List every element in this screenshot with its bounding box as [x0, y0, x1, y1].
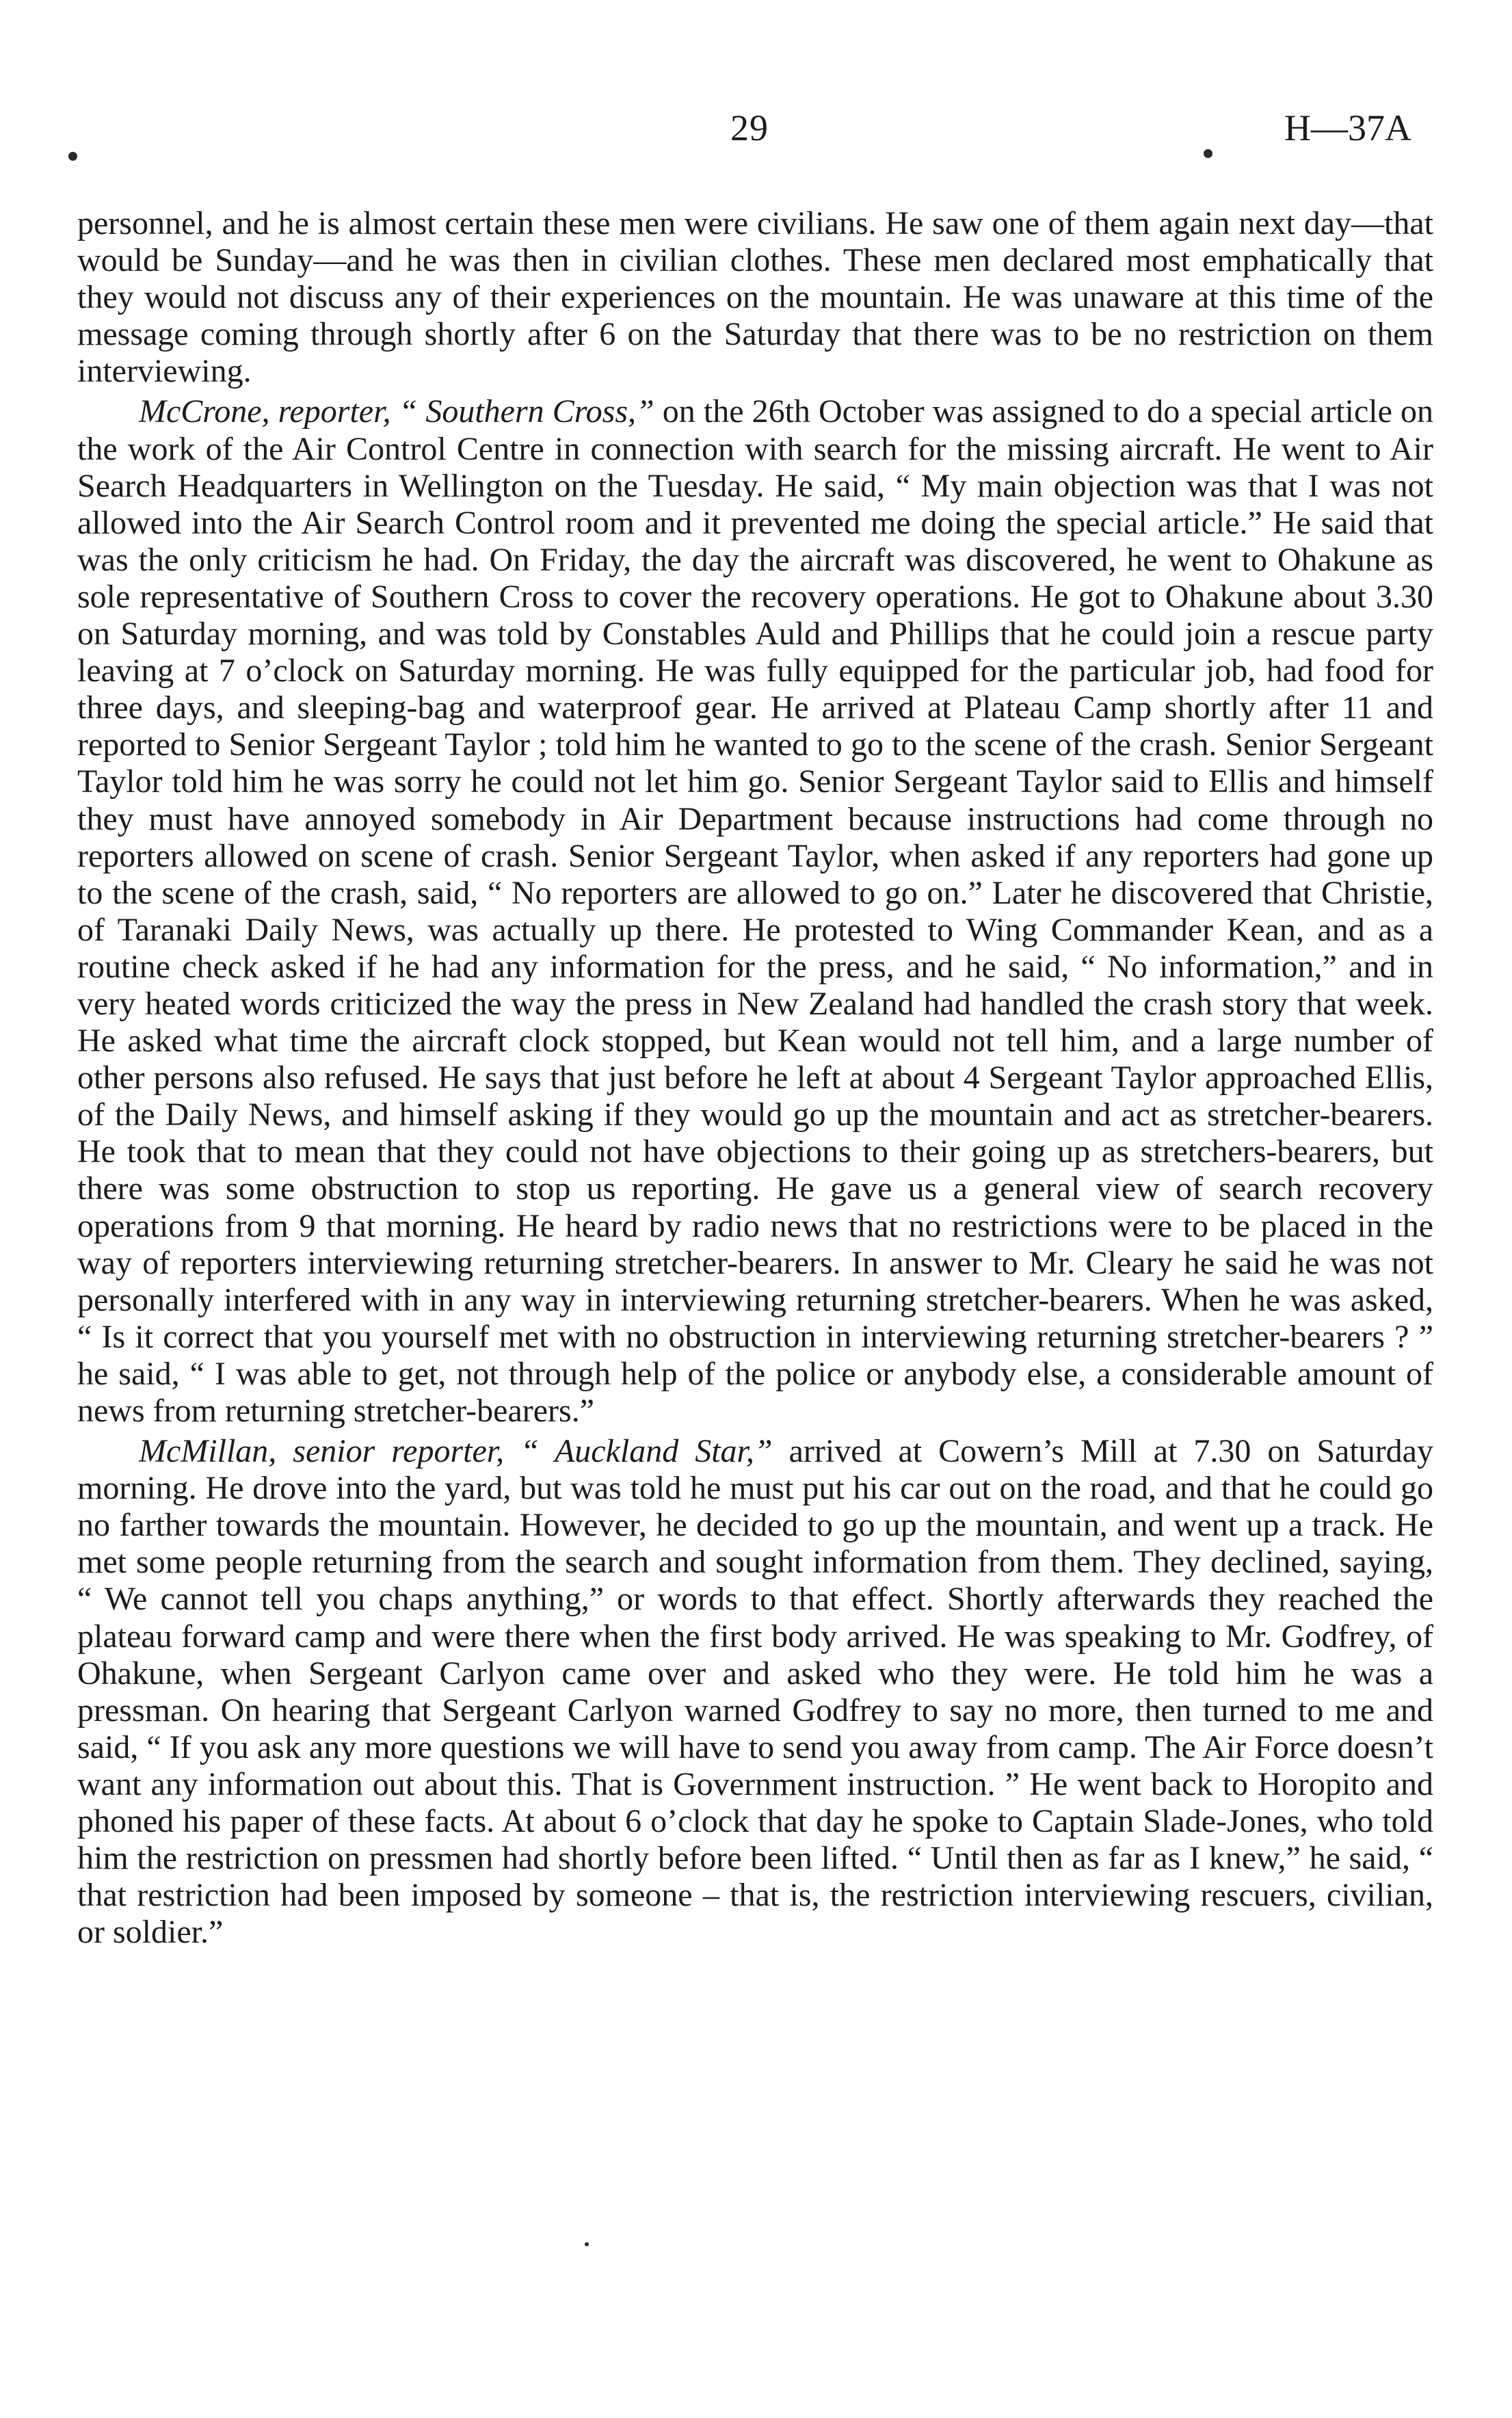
speaker-lead: McCrone, reporter, “ Southern Cross,”	[139, 393, 654, 430]
page-number: 29	[730, 107, 769, 148]
paragraph-text: arrived at Cowern’s Mill at 7.30 on Saturday morning. He drove into the yard, but was told he must put his car out on the road, and that he could go no farther towards the mountain. However, he decided to go up the mountain, and went up a track. He met some people returning from the search and sought information from them. They declined, saying, “ We cannot tell you chaps anything,” or words to that effect. Shortly afterwards they reached the plateau forward camp and were there when the first body arrived. He was speaking to Mr. Godfrey, of Ohakune, when Sergeant Carlyon came over and asked who they were. He told him he was a pressman. On hearing that Sergeant Carlyon warned Godfrey to say no more, then turned to me and said, “ If you ask any more questions we will have to send you away from camp. The Air Force doesn’t want any information out about this. That is Government instruction. ” He went back to Horopito and phoned his paper of these facts. At about 6 o’clock that day he spoke to Captain Slade-Jones, who told him the restriction on pressmen had shortly before been lifted. “ Until then as far as I knew,” he said, “ that restriction had been imposed by someone – that is, the restriction interviewing rescuers, civilian, or soldier.”	[77, 1433, 1433, 1951]
margin-dot-right	[1204, 149, 1212, 158]
body-text	[77, 205, 1433, 1951]
paragraph-text: personnel, and he is almost certain these men were civilians. He saw one of them again next day—that would be Sunday—and he was then in civilian clothes. These men declared most emphatically that they would not discuss any of their experiences on the mountain. He was unaware at this time of the message coming through shortly after 6 on the Saturday that there was to be no restriction on them interviewing.	[77, 205, 1433, 390]
page-header	[0, 109, 1512, 164]
margin-dot-left	[68, 152, 77, 161]
footer-mark	[585, 2242, 589, 2246]
paragraph-text: on the 26th October was assigned to do a special article on the work of the Air Control Centre in connection with search for the missing aircraft. He went to Air Search Headquarters in Wellington on the Tuesday. He said, “ My main objection was that I was not allowed into the Air Search Control room and it prevented me doing the special article.” He said that was the only criticism he had. On Friday, the day the aircraft was discovered, he went to Ohakune as sole representative of Southern Cross to cover the recovery operations. He got to Ohakune about 3.30 on Saturday morning, and was told by Constables Auld and Phillips that he could join a rescue party leaving at 7 o’clock on Saturday morning. He was fully equipped for the particular job, had food for three days, and sleeping-bag and waterproof gear. He arrived at Plateau Camp shortly after 11 and reported to Senior Sergeant Taylor ; told him he wanted to go to the scene of the crash. Senior Sergeant Taylor told him he was sorry he could not let him go. Senior Sergeant Taylor said to Ellis and himself they must have annoyed somebody in Air Department because instructions had come through no reporters allowed on scene of crash. Senior Sergeant Taylor, when asked if any reporters had gone up to the scene of the crash, said, “ No reporters are allowed to go on.” Later he discovered that Christie, of Taranaki Daily News, was actually up there. He protested to Wing Commander Kean, and as a routine check asked if he had any information for the press, and he said, “ No information,” and in very heated words criticized the way the press in New Zealand had handled the crash story that week. He asked what time the aircraft clock stopped, but Kean would not tell him, and a large number of other persons also refused. He says that just before he left at about 4 Sergeant Taylor approached Ellis, of the Daily News, and himself asking if they would go up the mountain and act as stretcher-bearers. He took that to mean that they could not have objections to their going up as stretchers-bearers, but there was some obstruction to stop us reporting. He gave us a general view of search recovery operations from 9 that morning. He heard by radio news that no restrictions were to be placed in the way of reporters interviewing returning stretcher-bearers. In answer to Mr. Cleary he said he was not personally interfered with in any way in interviewing returning stretcher-bearers. When he was asked, “ Is it correct that you yourself met with no obstruction in interviewing returning stretcher-bearers ? ” he said, “ I was able to get, not through help of the police or anybody else, a considerable amount of news from returning stretcher-bearers.”	[77, 393, 1433, 1429]
speaker-lead: McMillan, senior reporter, “ Auckland Star,”	[139, 1433, 773, 1470]
paragraph-continued	[77, 205, 1433, 390]
paragraph-mcmillan	[77, 1433, 1433, 1951]
paragraph-mccrone	[77, 393, 1433, 1430]
document-reference: H—37A	[1284, 107, 1411, 148]
